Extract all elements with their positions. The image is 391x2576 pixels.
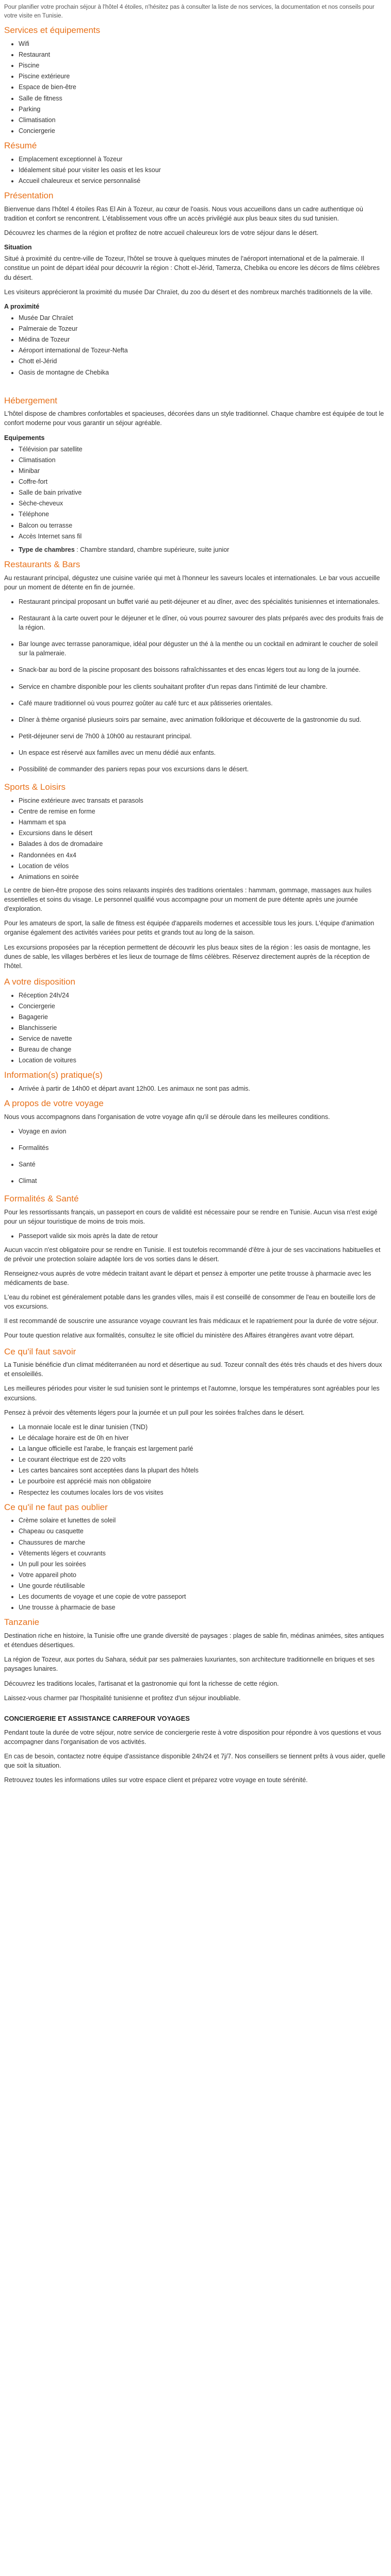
list-item: • Bagagerie [19,1012,387,1022]
list-item: • Coffre-fort [19,477,387,486]
list-item: • Balcon ou terrasse [19,521,387,530]
conciergerie-paragraph: Pendant toute la durée de votre séjour, notre service de conciergerie reste à votre disposition pour répondre à vos questions et vous accompagner dans l'organisation de vos activités. [4,1728,381,1745]
list-item: • Vêtements légers et couvrants [19,1549,387,1558]
list-item: • Chaussures de marche [19,1538,387,1547]
list-item: • Minibar [19,466,387,476]
list-item: • Balades à dos de dromadaire [19,839,387,849]
list-item: • Possibilité de commander des paniers repas pour vos excursions dans le désert. [19,765,387,774]
list-item: • Voyage en avion [19,1127,387,1136]
room-types-list [4,545,387,554]
room-types-label: Type de chambres [19,546,75,553]
situation-paragraph: Les visiteurs apprécieront la proximité du musée Dar Chraïet, du zoo du désert et des nombreux marchés traditionnels de la ville. [4,288,373,296]
practical-title: Information(s) pratique(s) [4,1070,103,1080]
list-item: • Sèche-cheveux [19,499,387,508]
list-item: • Bureau de change [19,1045,387,1054]
list-item: • Passeport valide six mois après la date de retour [19,1231,387,1241]
situation-title: Situation [4,244,32,251]
list-item: • La monnaie locale est le dinar tunisien (TND) [19,1422,387,1432]
list-item: • Service de navette [19,1034,387,1043]
list-item: • Restaurant à la carte ouvert pour le déjeuner et le dîner, où vous pourrez savourer des plats préparés avec des produits frais de la région. [19,614,387,632]
list-item: • Espace de bien-être [19,82,387,92]
sports-paragraph: Les excursions proposées par la réception permettent de découvrir les plus beaux sites de la région : les oasis de montagne, les dunes de sable, les villages berbères et les lieux de tournage de films célèbres. Réservez directement auprès de la réception de l'hôtel. [4,943,371,970]
destination-title: Tanzanie [4,1617,40,1628]
equipements-list [4,445,387,541]
list-item: • Climat [19,1176,387,1185]
list-item: • Santé [19,1160,387,1169]
formalites-paragraph: Pour toute question relative aux formalités, consultez le site officiel du ministère des Affaires étrangères avant votre départ. [4,1332,355,1340]
list-item: • Service en chambre disponible pour les clients souhaitant profiter d'un repas dans l'intimité de leur chambre. [19,682,387,691]
list-item: • Un pull pour les soirées [19,1560,387,1569]
list-item: • Piscine [19,61,387,70]
list-item: • Médina de Tozeur [19,335,387,344]
list-item: • Salle de bain privative [19,488,387,497]
sports-paragraph: Pour les amateurs de sport, la salle de fitness est équipée d'appareils modernes et accessible tous les jours. L'équipe d'animation organise également des activités variées pour petits et grands tout au long de la saison. [4,920,374,937]
info-list [4,991,387,1065]
resume-title: Résumé [4,141,37,151]
presentation-title: Présentation [4,191,54,201]
list-item: • Palmeraie de Tozeur [19,324,387,333]
list-item: • Randonnées en 4x4 [19,851,387,860]
list-item: • Emplacement exceptionnel à Tozeur [19,155,387,164]
list-item: • Votre appareil photo [19,1570,387,1580]
conciergerie-title: CONCIERGERIE ET ASSISTANCE CARREFOUR VOYAGES [4,1714,190,1722]
hebergement-title: Hébergement [4,395,58,405]
presentation-paragraph: Bienvenue dans l'hôtel 4 étoiles Ras El Ain à Tozeur, au cœur de l'oasis. Nous vous accueillons dans un cadre authentique où tradition et confort se rencontrent. L'établissement vous offre un accès privilégié aux plus beaux sites du sud tunisien. [4,205,363,222]
list-item: • Les cartes bancaires sont acceptées dans la plupart des hôtels [19,1466,387,1475]
list-item: • Type de chambres : Chambre standard, chambre supérieure, suite junior [19,545,387,554]
destination-paragraph: La région de Tozeur, aux portes du Sahara, séduit par ses palmeraies luxuriantes, son architecture traditionnelle en briques et ses paysages lunaires. [4,1656,375,1673]
list-item: • Location de voitures [19,1056,387,1065]
list-item: • Piscine extérieure avec transats et parasols [19,796,387,805]
list-item: • Les documents de voyage et une copie de votre passeport [19,1592,387,1601]
list-item: • Petit-déjeuner servi de 7h00 à 10h00 au restaurant principal. [19,732,387,741]
list-item: • Bar lounge avec terrasse panoramique, idéal pour déguster un thé à la menthe ou un cocktail en admirant le coucher de soleil sur la palmeraie. [19,639,387,658]
bring-title: Ce qu'il ne faut pas oublier [4,1502,108,1512]
list-item: • Restaurant principal proposant un buffet varié au petit-déjeuner et au dîner, avec des spécialités tunisiennes et internationales. [19,597,387,606]
list-item: • Accès Internet sans fil [19,532,387,541]
destination-paragraph: Laissez-vous charmer par l'hospitalité tunisienne et profitez d'un séjour inoubliable. [4,1694,241,1702]
services-title: Services et équipements [4,25,101,36]
climat-paragraph: La Tunisie bénéficie d'un climat méditerranéen au nord et désertique au sud. Tozeur connaît des étés très chauds et des hivers doux et ensoleillés. [4,1361,382,1378]
situation-paragraph: Situé à proximité du centre-ville de Tozeur, l'hôtel se trouve à quelques minutes de l'aéroport international et de la palmeraie. Il constitue un point de départ idéal pour découvrir la région : Chott el-Jérid, Tamerza, Chebika ou encore les décors de films célèbres du désert. [4,255,380,281]
formalites-paragraph: Pour les ressortissants français, un passeport en cours de validité est nécessaire pour se rendre en Tunisie. Aucun visa n'est exigé pour un séjour touristique de moins de trois mois. [4,1209,378,1226]
nearby-list [4,313,387,377]
list-item: • Une trousse à pharmacie de base [19,1603,387,1612]
list-item: • Dîner à thème organisé plusieurs soirs par semaine, avec animation folklorique et découverte de la gastronomie du sud. [19,715,387,724]
list-item: • Location de vélos [19,861,387,871]
formalites-paragraph: Il est recommandé de souscrire une assurance voyage couvrant les frais médicaux et le rapatriement pour la durée de votre séjour. [4,1317,379,1325]
list-item: • Crème solaire et lunettes de soleil [19,1516,387,1525]
list-item: • Une gourde réutilisable [19,1581,387,1590]
about-trip-list [4,1127,387,1186]
formalites-paragraph: Aucun vaccin n'est obligatoire pour se rendre en Tunisie. Il est toutefois recommandé d'être à jour de ses vaccinations habituelles et de prévoir une protection solaire adaptée lors de vos sorties dans le désert. [4,1246,381,1263]
list-item: • Salle de fitness [19,94,387,103]
practical-list [4,1084,387,1093]
list-item: • Un espace est réservé aux familles avec un menu dédié aux enfants. [19,748,387,757]
bring-list [4,1516,387,1612]
list-item: • Télévision par satellite [19,445,387,454]
climat-title: Ce qu'il faut savoir [4,1346,76,1357]
list-item: • Le pourboire est apprécié mais non obligatoire [19,1477,387,1486]
presentation-paragraph: Découvrez les charmes de la région et profitez de notre accueil chaleureux lors de votre séjour dans le désert. [4,229,319,237]
formalites-title: Formalités & Santé [4,1194,79,1204]
about-trip-paragraph: Nous vous accompagnons dans l'organisation de votre voyage afin qu'il se déroule dans les meilleures conditions. [4,1113,330,1121]
list-item: • Excursions dans le désert [19,828,387,838]
list-item: • Respectez les coutumes locales lors de vos visites [19,1488,387,1497]
sports-paragraph: Le centre de bien-être propose des soins relaxants inspirés des traditions orientales : hammam, gommage, massages aux huiles essentielles et soins du visage. Le personnel qualifié vous accompagne pour un moment de pure détente après une journée d'exploration. [4,886,372,913]
list-item: • Centre de remise en forme [19,807,387,816]
sports-title: Sports & Loisirs [4,782,66,792]
list-item: • Parking [19,105,387,114]
list-item: • Climatisation [19,115,387,125]
list-item: • Hammam et spa [19,818,387,827]
hebergement-paragraph: L'hôtel dispose de chambres confortables et spacieuses, décorées dans un style traditionnel. Chaque chambre est équipée de tout le confort moderne pour vous garantir un séjour agréable. [4,410,384,427]
nearby-title: A proximité [4,302,40,310]
conciergerie-paragraph: En cas de besoin, contactez notre équipe d'assistance disponible 24h/24 et 7j/7. Nos conseillers se tiennent prêts à vous aider, quelle que soit la situation. [4,1752,385,1770]
room-types-value: Chambre standard, chambre supérieure, suite junior [80,546,230,553]
sports-list [4,796,387,882]
about-trip-title: A propos de votre voyage [4,1098,104,1109]
resume-list [4,155,387,185]
formalites-paragraph: L'eau du robinet est généralement potable dans les grandes villes, mais il est conseillé de consommer de l'eau en bouteille lors de vos excursions. [4,1294,376,1311]
list-item: • La langue officielle est l'arabe, le français est largement parlé [19,1444,387,1453]
climat-list [4,1422,387,1497]
intro-text: Pour planifier votre prochain séjour à l'hôtel 4 étoiles, n'hésitez pas à consulter la liste de nos services, la documentation et nos conseils pour votre visite en Tunisie. [4,4,374,19]
restaurants-title: Restaurants & Bars [4,559,80,569]
info-title: A votre disposition [4,976,75,987]
list-item: • Conciergerie [19,1002,387,1011]
list-item: • Accueil chaleureux et service personnalisé [19,176,387,185]
list-item: • Restaurant [19,50,387,59]
destination-paragraph: Découvrez les traditions locales, l'artisanat et la gastronomie qui font la richesse de cette région. [4,1680,279,1687]
list-item: • Arrivée à partir de 14h00 et départ avant 12h00. Les animaux ne sont pas admis. [19,1084,387,1093]
list-item: • Climatisation [19,455,387,465]
list-item: • Animations en soirée [19,872,387,882]
list-item: • Piscine extérieure [19,72,387,81]
restaurants-list [4,597,387,774]
equipements-title: Equipements [4,434,45,442]
list-item: • Café maure traditionnel où vous pourrez goûter au café turc et aux pâtisseries orientales. [19,699,387,708]
list-item: • Blanchisserie [19,1023,387,1032]
list-item: • Idéalement situé pour visiter les oasis et les ksour [19,165,387,175]
list-item: • Le courant électrique est de 220 volts [19,1455,387,1464]
list-item: • Musée Dar Chraïet [19,313,387,323]
list-item: • Chott el-Jérid [19,357,387,366]
list-item: • Le décalage horaire est de 0h en hiver [19,1433,387,1443]
list-item: • Wifi [19,39,387,48]
conciergerie-paragraph: Retrouvez toutes les informations utiles sur votre espace client et préparez votre voyage en toute sérénité. [4,1776,308,1784]
restaurants-paragraph: Au restaurant principal, dégustez une cuisine variée qui met à l'honneur les saveurs locales et internationales. Le bar vous accueille pour un moment de détente en fin de journée. [4,574,380,591]
climat-paragraph: Les meilleures périodes pour visiter le sud tunisien sont le printemps et l'automne, lorsque les températures sont agréables pour les excursions. [4,1385,380,1402]
list-item: • Téléphone [19,510,387,519]
list-item: • Conciergerie [19,126,387,135]
list-item: • Snack-bar au bord de la piscine proposant des boissons rafraîchissantes et des encas légers tout au long de la journée. [19,665,387,674]
formalites-list [4,1231,387,1241]
formalites-paragraph: Renseignez-vous auprès de votre médecin traitant avant le départ et pensez à emporter une petite trousse à pharmacie avec les médicaments de base. [4,1269,371,1286]
list-item: • Aéroport international de Tozeur-Nefta [19,346,387,355]
climat-paragraph: Pensez à prévoir des vêtements légers pour la journée et un pull pour les soirées fraîches dans le désert. [4,1409,305,1416]
list-item: • Chapeau ou casquette [19,1527,387,1536]
services-list [4,39,387,135]
list-item: • Oasis de montagne de Chebika [19,368,387,377]
destination-paragraph: Destination riche en histoire, la Tunisie offre une grande diversité de paysages : plages de sable fin, médinas animées, sites antiques et étendues désertiques. [4,1632,384,1649]
list-item: • Réception 24h/24 [19,991,387,1000]
list-item: • Formalités [19,1143,387,1153]
